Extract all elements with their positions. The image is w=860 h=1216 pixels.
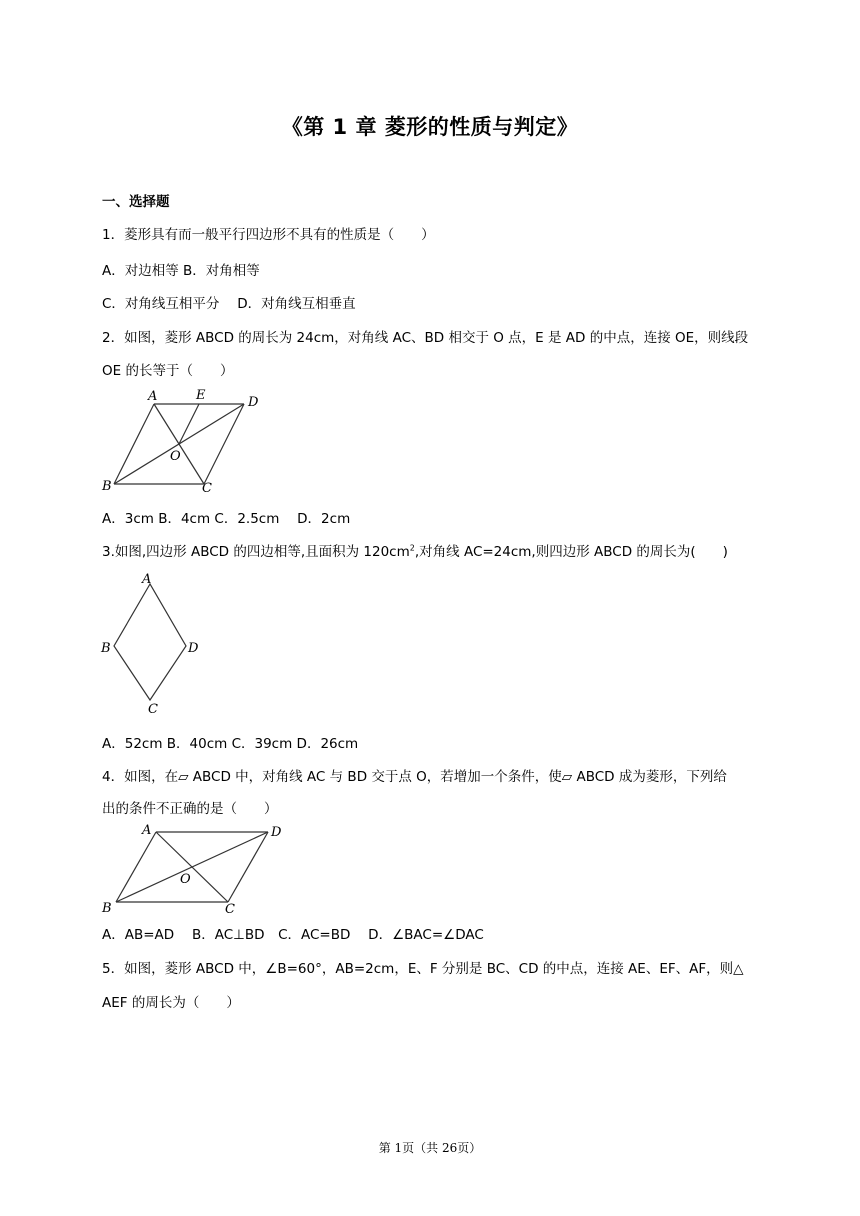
q3-rhombus-figure [98,570,208,719]
label-b: B [101,641,111,656]
diagonal-bd [116,832,268,902]
q3-stem-post: ,对角线 AC=24cm,则四边形 ABCD 的周长为( ) [414,544,728,560]
label-c: C [148,702,158,715]
q1-options-line2: C．对角线互相平分 D．对角线互相垂直 [102,296,356,312]
label-d: D [248,395,259,410]
q3-stem-pre: 3.如图,四边形 ABCD 的四边相等,且面积为 120cm [102,544,410,560]
label-d: D [271,825,282,840]
q4-options: A．AB=AD B．AC⊥BD C．AC=BD D．∠BAC=∠DAC [102,927,484,943]
label-c: C [225,902,235,916]
label-c: C [202,481,212,496]
q1-options-line1: A．对边相等 B．对角相等 [102,263,260,279]
q4-parallelogram-figure [98,822,293,920]
side-ab [116,832,156,902]
q5-stem-line2: AEF 的周长为（ ） [102,995,240,1011]
q3-options: A．52cm B．40cm C．39cm D．26cm [102,736,359,752]
rhombus-abcd [114,584,186,700]
label-a: A [142,572,152,587]
q2-rhombus-figure [98,384,268,500]
label-o: O [180,872,191,887]
q2-options: A．3cm B．4cm C．2.5cm D．2cm [102,511,351,527]
q2-stem-line2: OE 的长等于（ ） [102,363,234,379]
side-cd [228,832,268,902]
q1-stem: 1．菱形具有而一般平行四边形不具有的性质是（ ） [102,227,435,243]
q5-stem-line1: 5．如图，菱形 ABCD 中，∠B=60°，AB=2cm，E、F 分别是 BC、CD 的中点，连接 AE、EF、AF，则△ [102,961,744,977]
label-b: B [102,901,112,916]
page-footer: 第 1页（共 26页） [378,1141,482,1155]
label-e: E [196,388,206,403]
label-a: A [148,389,158,404]
q3-stem-sup: 2 [409,543,415,553]
q2-stem-line1: 2．如图，菱形 ABCD 的周长为 24cm，对角线 AC、BD 相交于 O 点，E 是 AD 的中点，连接 OE，则线段 [102,330,749,346]
q4-stem-line1: 4．如图，在▱ ABCD 中，对角线 AC 与 BD 交于点 O，若增加一个条件，使▱ ABCD 成为菱形，下列给 [102,769,727,785]
q4-stem-line2: 出的条件不正确的是（ ） [102,801,278,817]
label-a: A [142,823,152,838]
label-b: B [102,479,112,494]
label-o: O [170,449,181,464]
q3-stem [102,540,728,560]
section-heading: 一、选择题 [102,194,170,210]
label-d: D [188,641,199,656]
document-title: 《第 1 章 菱形的性质与判定》 [281,115,579,139]
